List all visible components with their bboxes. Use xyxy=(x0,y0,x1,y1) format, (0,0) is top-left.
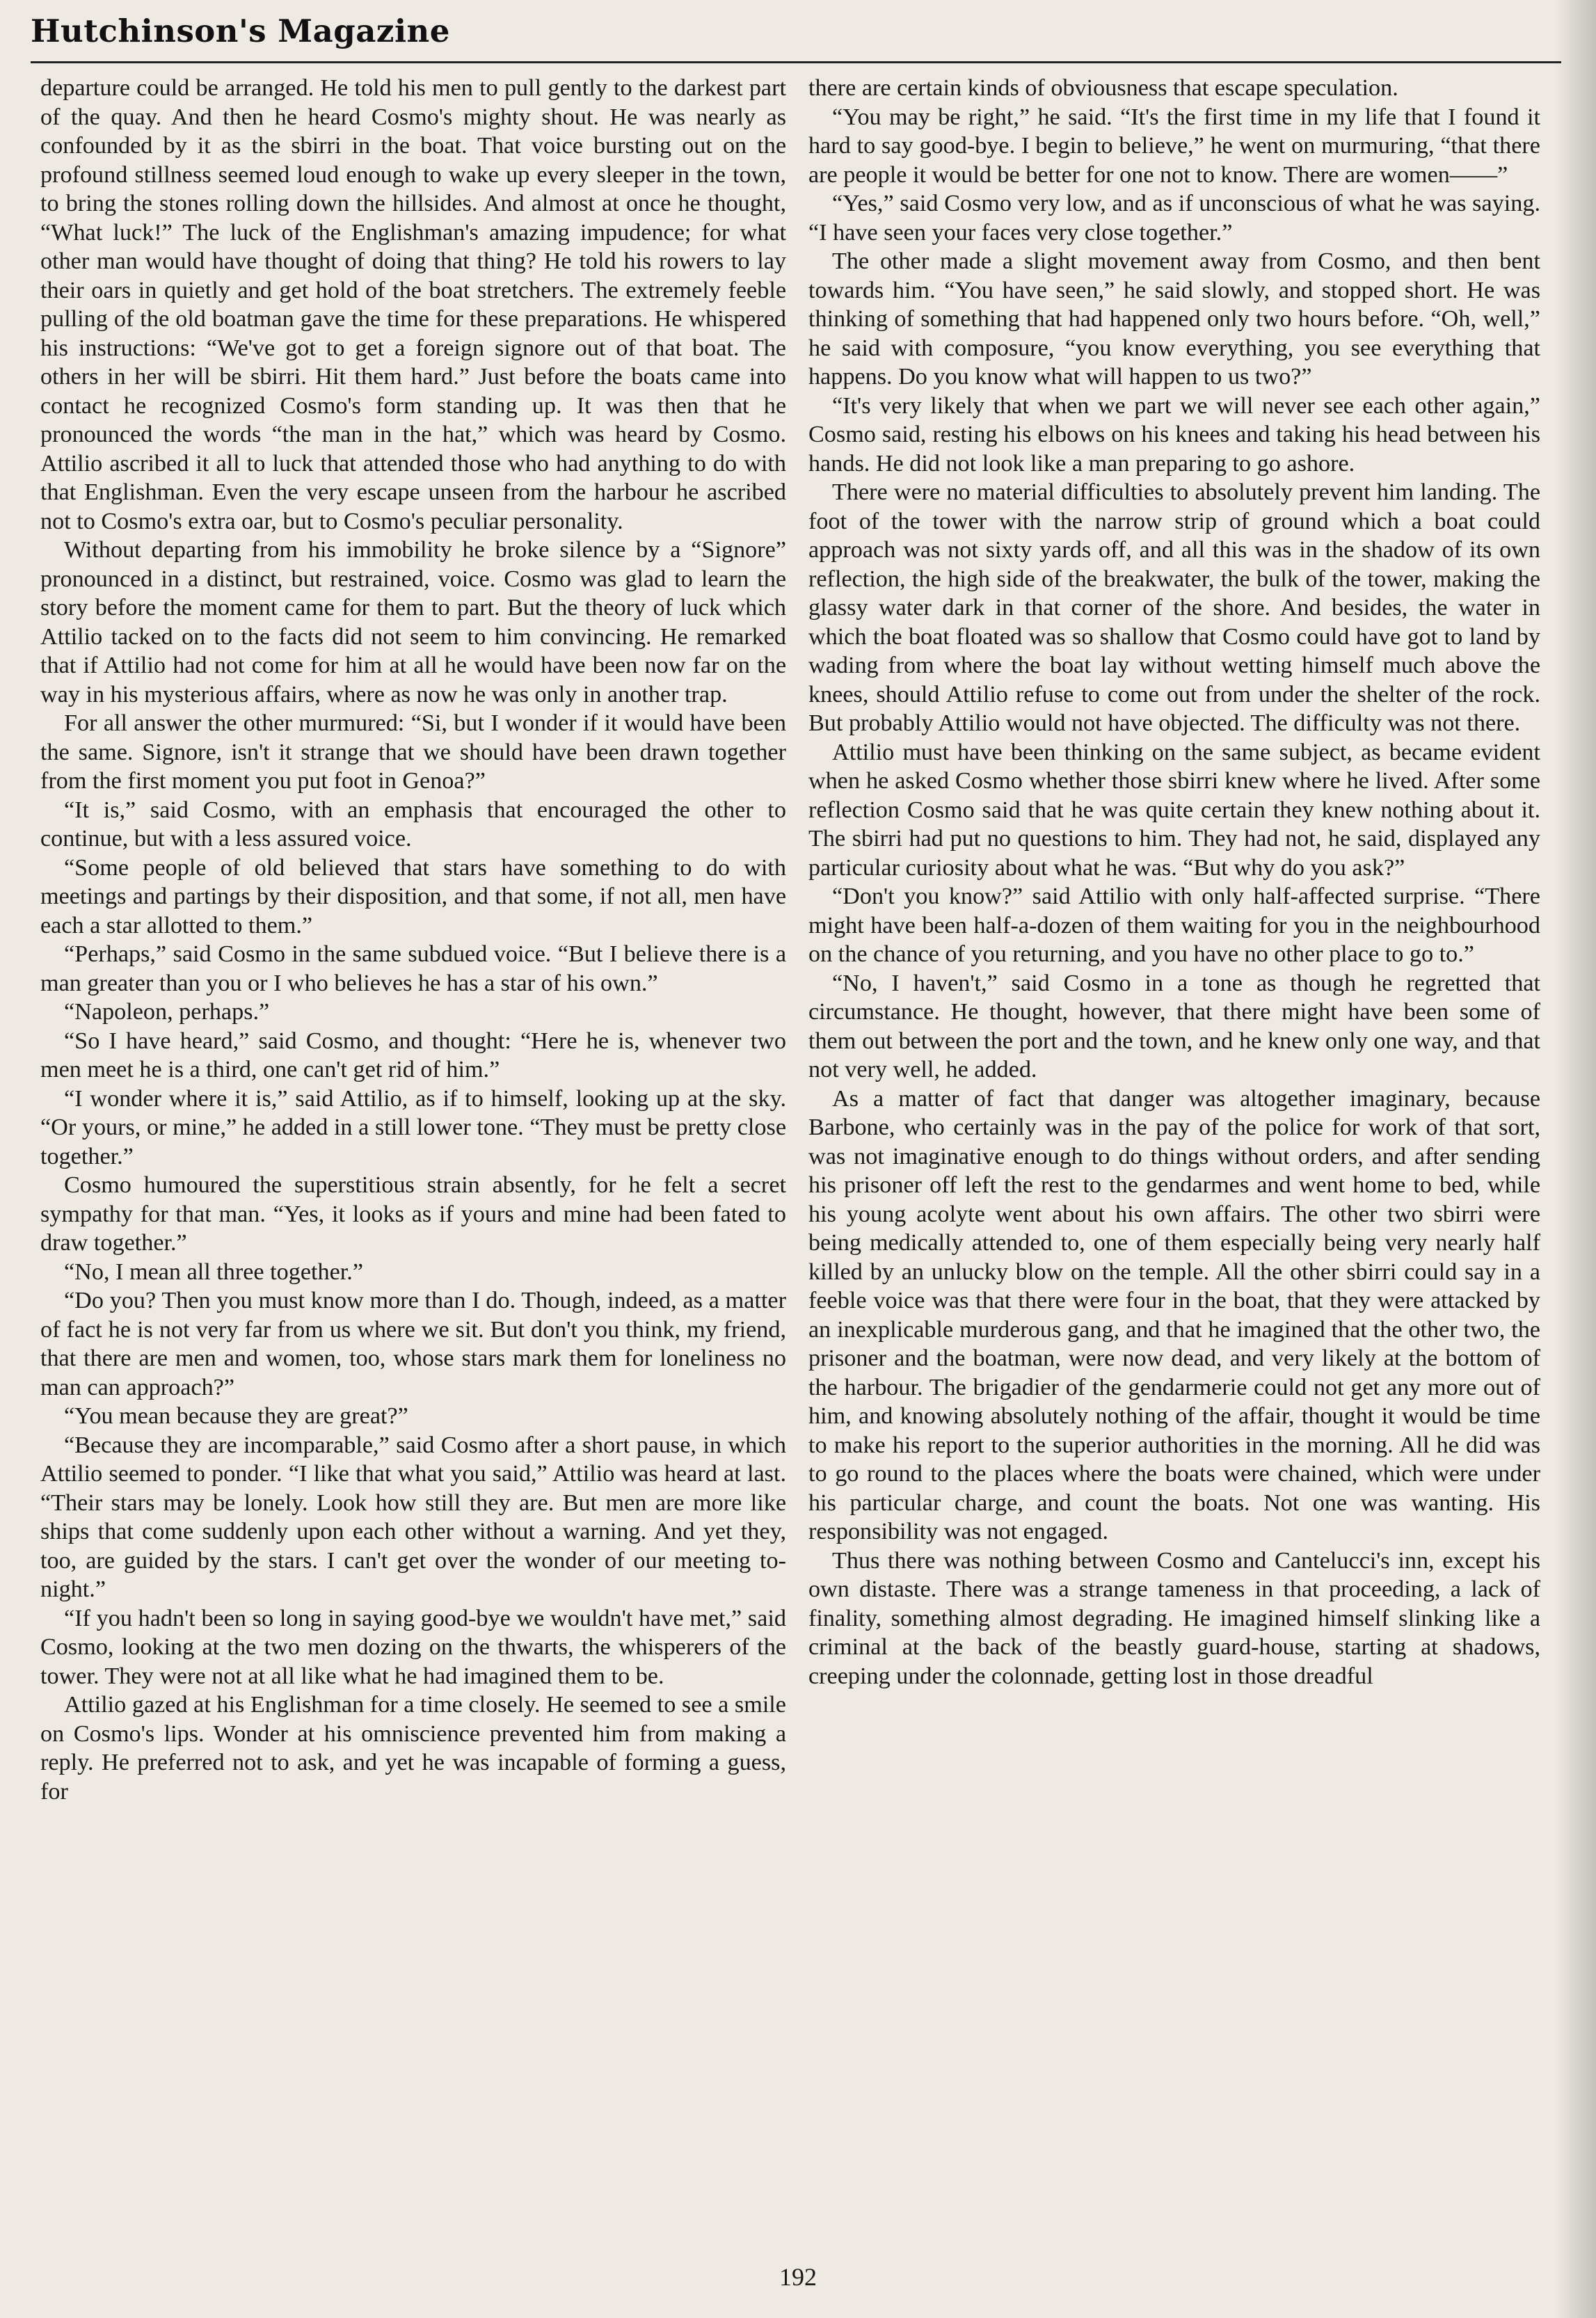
paragraph: For all answer the other murmured: “Si, but I wonder if it would have been the same. Signore, isn't it strange that we should have been drawn together from the first moment you put foot in Genoa?” xyxy=(40,710,786,794)
paragraph: “Don't you know?” said Attilio with only half-affected surprise. “There might have been half-a-dozen of them waiting for you in the neighbourhood on the chance of you returning, and you have no other place to go to.” xyxy=(808,884,1540,967)
paragraph: “Because they are incomparable,” said Cosmo after a short pause, in which Attilio seemed to ponder. “I like that what you said,” Attilio was heard at last. “Their stars may be lonely. Look how still they are. But men are more like ships that come suddenly upon each other without a warning. And yet they, too, are guided by the stars. I can't get over the wonder of our meeting to-night.” xyxy=(40,1432,786,1602)
paragraph: Without departing from his immobility he broke silence by a “Signore” pronounced in a distinct, but restrained, voice. Cosmo was glad to learn the story before the moment came for them to part. But the theory of luck which Attilio tacked on to the facts did not seem to him convincing. He remarked that if Attilio had not come for him at all he would have been now far on the way in his mysterious affairs, where as now he was only in another trap. xyxy=(40,537,786,708)
paragraph: Cosmo humoured the superstitious strain absently, for he felt a secret sympathy for that man. “Yes, it looks as if yours and mine had been fated to draw together.” xyxy=(40,1172,786,1256)
paragraph: “Some people of old believed that stars have something to do with meetings and partings by their disposition, and that some, if not all, men have each a star allotted to them.” xyxy=(40,854,786,938)
paragraph: There were no material difficulties to absolutely prevent him landing. The foot of the tower with the narrow strip of ground which a boat could approach was not sixty yards off, and all this was in the shadow of its own reflection, the high side of the breakwater, the bulk of the tower, making the glassy water dark in that corner of the shore. And besides, the water in which the boat floated was so shallow that Cosmo could have got to land by wading from where the boat lay without wetting himself much above the knees, should Attilio refuse to come out from under the shelter of the rock. But probably Attilio would not have objected. The difficulty was not there. xyxy=(808,479,1540,736)
paragraph: “You mean because they are great?” xyxy=(64,1403,408,1429)
paragraph: “No, I haven't,” said Cosmo in a tone as though he regretted that circumstance. He thought, however, that there might have been some of them out between the port and the town, and he knew only one way, and that not very well, he added. xyxy=(808,970,1540,1082)
page-number: 192 xyxy=(779,2263,817,2291)
paragraph: “So I have heard,” said Cosmo, and thought: “Here he is, whenever two men meet he is a third, one can't get rid of him.” xyxy=(40,1028,786,1082)
right-column xyxy=(808,74,1540,1690)
paragraph: “Perhaps,” said Cosmo in the same subdued voice. “But I believe there is a man greater than you or I who believes he has a star of his own.” xyxy=(40,941,786,996)
paragraph: The other made a slight movement away from Cosmo, and then bent towards him. “You have seen,” he said slowly, and stopped short. He was thinking of something that had happened only two hours before. “Oh, well,” he said with composure, “you know everything, you see everything that happens. Do you know what will happen to us two?” xyxy=(808,248,1540,390)
magazine-masthead: Hutchinson's Magazine xyxy=(31,13,450,49)
paragraph: “It's very likely that when we part we will never see each other again,” Cosmo said, resting his elbows on his knees and taking his head between his hands. He did not look like a man preparing to go ashore. xyxy=(808,392,1540,477)
paragraph: “Yes,” said Cosmo very low, and as if unconscious of what he was saying. “I have seen your faces very close together.” xyxy=(808,191,1540,246)
paragraph: “It is,” said Cosmo, with an emphasis that encouraged the other to continue, but with a less assured voice. xyxy=(40,797,786,852)
paragraph: Attilio must have been thinking on the same subject, as became evident when he asked Cosmo whether those sbirri knew where he lived. After some reflection Cosmo said that he was quite certain they knew nothing about it. The sbirri had put no questions to him. They had not, he said, displayed any particular curiosity about what he was. “But why do you ask?” xyxy=(808,739,1540,881)
paragraph: “I wonder where it is,” said Attilio, as if to himself, looking up at the sky. “Or yours, or mine,” he added in a still lower tone. “They must be pretty close together.” xyxy=(40,1085,786,1169)
paragraph: there are certain kinds of obviousness that escape speculation. xyxy=(808,75,1398,101)
paragraph: Thus there was nothing between Cosmo and Cantelucci's inn, except his own distaste. There was a strange tameness in that proceeding, a lack of finality, something almost degrading. He imagined himself slinking like a criminal at the back of the beastly guard-house, starting at shadows, creeping under the colonnade, getting lost in those dreadful xyxy=(808,1547,1540,1689)
paragraph: As a matter of fact that danger was altogether imaginary, because Barbone, who certainly was in the pay of the police for work of that sort, was not imaginative enough to do things without orders, and after sending his prisoner off left the rest to the gendarmes and went home to bed, while his young acolyte went about his own affairs. The other two sbirri were being medically attended to, one of them especially being very nearly half killed by an unlucky blow on the temple. All the other sbirri could say in a feeble voice was that there were four in the boat, that they were attacked by an inexplicable murderous gang, and that he imagined that the other two, the prisoner and the boatman, were now dead, and very likely at the bottom of the harbour. The brigadier of the gendarmerie could not get any more out of him, and knowing absolutely nothing of the affair, thought it would be time to make his report to the superior authorities in the morning. All he did was to go round to the places where the boats were chained, which were under his particular charge, and count the boats. Not one was wanting. His responsibility was not engaged. xyxy=(808,1085,1540,1544)
header-rule xyxy=(31,61,1561,63)
paragraph: “Napoleon, perhaps.” xyxy=(64,999,270,1025)
paragraph: Attilio gazed at his Englishman for a time closely. He seemed to see a smile on Cosmo's lips. Wonder at his omniscience prevented him from making a reply. He preferred not to ask, and yet he was incapable of forming a guess, for xyxy=(40,1692,786,1805)
paragraph: “If you hadn't been so long in saying good-bye we wouldn't have met,” said Cosmo, looking at the two men dozing on the thwarts, the whisperers of the tower. They were not at all like what he had imagined them to be. xyxy=(40,1605,786,1689)
paragraph: “No, I mean all three together.” xyxy=(64,1258,363,1285)
paragraph: “You may be right,” he said. “It's the first time in my life that I found it hard to say good-bye. I begin to believe,” he went on murmuring, “that there are people it would be better for one not to know. There are women——” xyxy=(808,104,1540,188)
page-edge-shadow xyxy=(1554,0,1596,2318)
paragraph: departure could be arranged. He told his men to pull gently to the darkest part of the quay. And then he heard Cosmo's mighty shout. He was nearly as confounded by it as the sbirri in the boat. That voice bursting out on the profound stillness seemed loud enough to wake up every sleeper in the town, to bring the stones rolling down the hillsides. And almost at once he thought, “What luck!” The luck of the Englishman's amazing impudence; for what other man would have thought of doing that thing? He told his rowers to lay their oars in quietly and get hold of the boat stretchers. The extremely feeble pulling of the old boatman gave the time for these preparations. He whispered his instructions: “We've got to get a foreign signore out of that boat. The others in her will be sbirri. Hit them hard.” Just before the boats came into contact he recognized Cosmo's form standing up. It was then that he pronounced the words “the man in the hat,” which was heard by Cosmo. Attilio ascribed it all to luck that attended those who had anything to do with that Englishman. Even the very escape unseen from the harbour he ascribed not to Cosmo's extra oar, but to Cosmo's peculiar personality. xyxy=(40,75,786,534)
left-column xyxy=(40,74,786,1806)
paragraph: “Do you? Then you must know more than I do. Though, indeed, as a matter of fact he is not very far from us where we sit. But don't you think, my friend, that there are men and women, too, whose stars mark them for loneliness no man can approach?” xyxy=(40,1288,786,1400)
